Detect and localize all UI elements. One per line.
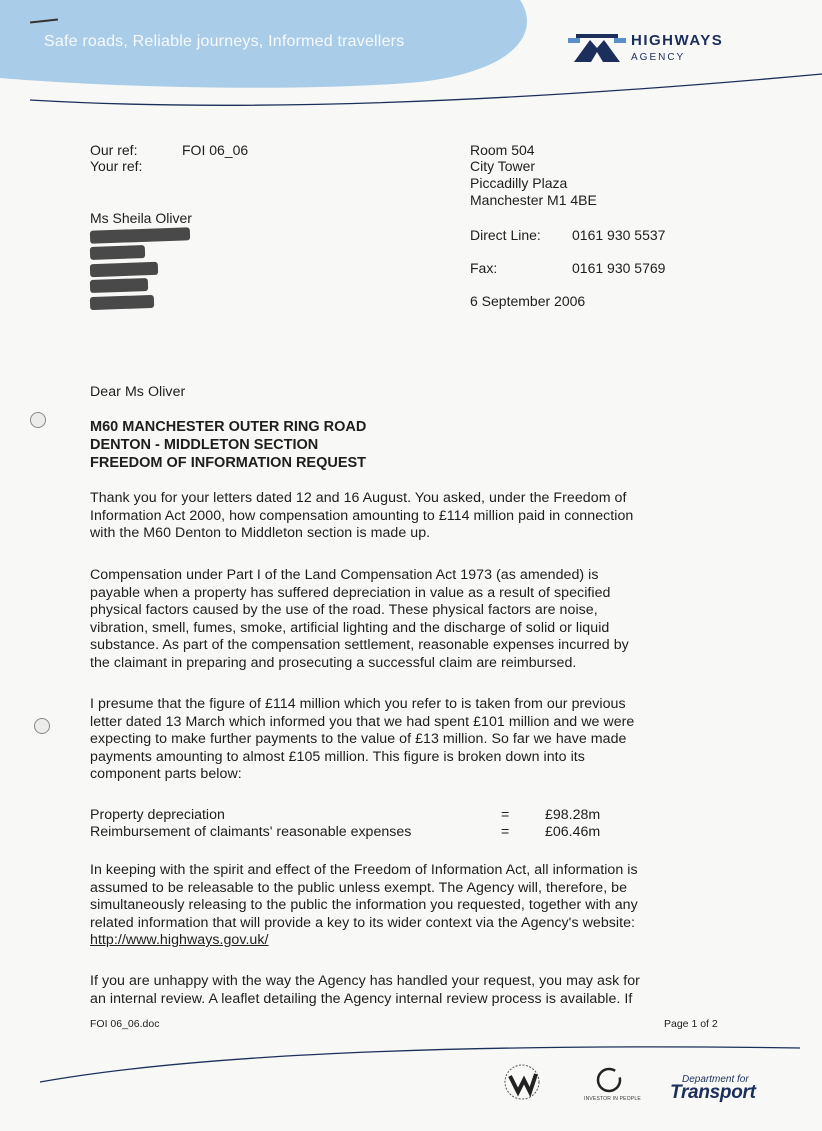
text-line: vibration, smell, fumes, smoke, artificial lighting and the discharge of solid or liquid [90,619,610,636]
address-line: Manchester M1 4BE [470,192,597,208]
punch-hole [34,718,50,734]
highways-logo-icon [568,34,626,64]
banner-tagline: Safe roads, Reliable journeys, Informed travellers [44,33,405,50]
text-line: simultaneously releasing to the public the information you requested, together with any [90,897,638,913]
text-line: expecting to make further payments to the value of £13 million. So far we have made [90,731,627,747]
breakdown-value: £98.28m [545,807,601,823]
paragraph-1 [90,490,730,543]
redaction-mark [90,278,148,293]
address-line: City Tower [470,158,536,174]
direct-line-label: Direct Line: [470,227,541,243]
subject-heading: DENTON - MIDDLETON SECTION [90,437,319,453]
investor-in-people-icon [594,1066,624,1096]
text-line: Thank you for your letters dated 12 and 16 August. You asked, under the Freedom of [90,490,627,506]
redaction-mark [90,245,145,260]
text-line: component parts below: [90,766,242,782]
text-line: substance. As part of the compensation settlement, reasonable expenses incurred by [90,637,629,653]
website-link[interactable]: http://www.highways.gov.uk/ [90,932,269,948]
text-line: Information Act 2000, how compensation amounting to £114 million paid in connection [90,507,634,524]
paragraph-3 [90,696,730,784]
address-line: Piccadilly Plaza [470,175,568,191]
text-line: If you are unhappy with the way the Agency has handled your request, you may ask for [90,973,640,989]
text-line: I presume that the figure of £114 million which you refer to is taken from our previous [90,696,626,712]
our-ref-label: Our ref: [90,142,138,158]
text-line: Compensation under Part I of the Land Compensation Act 1973 (as amended) is [90,567,599,583]
text-line: related information that will provide a key to its wider context via the Agency's website: [90,914,636,931]
text-line: the claimant in preparing and prosecuting a successful claim are reimbursed. [90,654,577,671]
direct-line-value: 0161 930 5537 [572,227,666,243]
logo-name: HIGHWAYS [631,32,724,49]
breakdown-label: Reimbursement of claimants' reasonable expenses [90,824,412,840]
punch-hole [30,412,46,428]
redaction-mark [90,295,154,310]
subject-heading: FREEDOM OF INFORMATION REQUEST [90,455,367,471]
text-line: payments amounting to almost £105 million. This figure is broken down into its [90,748,585,765]
letter-date: 6 September 2006 [470,293,586,309]
redaction-mark [90,227,190,243]
breakdown-label: Property depreciation [90,807,225,823]
text-line: an internal review. A leaflet detailing the Agency internal review process is available. If [90,990,633,1007]
iip-label: INVESTOR IN PEOPLE [584,1096,641,1102]
our-ref-value: FOI 06_06 [182,142,249,158]
page-number: Page 1 of 2 [664,1018,718,1030]
paragraph-5 [90,973,730,1008]
fax-label: Fax: [470,260,498,276]
recipient-name: Ms Sheila Oliver [90,210,192,226]
address-line: Room 504 [470,142,535,158]
dft-label-small: Department for [682,1074,749,1085]
text-line: assumed to be releasable to the public unless exempt. The Agency will, therefore, be [90,879,628,896]
breakdown-value: £06.46m [545,824,601,840]
dft-label-big: Transport [670,1082,756,1103]
redaction-mark [90,262,158,277]
text-line: letter dated 13 March which informed you that we had spent £101 million and we were [90,713,635,730]
paragraph-2 [90,567,730,672]
logo-sub: AGENCY [631,52,686,63]
paragraph-4 [90,862,730,950]
text-line: payable when a property has suffered depreciation in value as a result of specified [90,584,611,601]
text-line: In keeping with the spirit and effect of the Freedom of Information Act, all information is [90,862,638,878]
breakdown-equals: = [501,807,510,823]
text-line: physical factors caused by the use of the road. These physical factors are noise, [90,602,598,618]
breakdown-equals: = [501,824,510,840]
fax-value: 0161 930 5769 [572,260,666,276]
your-ref-label: Your ref: [90,158,143,174]
text-line: with the M60 Denton to Middleton section is made up. [90,525,431,541]
doc-filename: FOI 06_06.doc [90,1018,160,1030]
disabled-symbol-icon [496,1062,550,1102]
subject-heading: M60 MANCHESTER OUTER RING ROAD [90,419,367,435]
salutation: Dear Ms Oliver [90,384,186,400]
highways-agency-logo [568,30,758,70]
